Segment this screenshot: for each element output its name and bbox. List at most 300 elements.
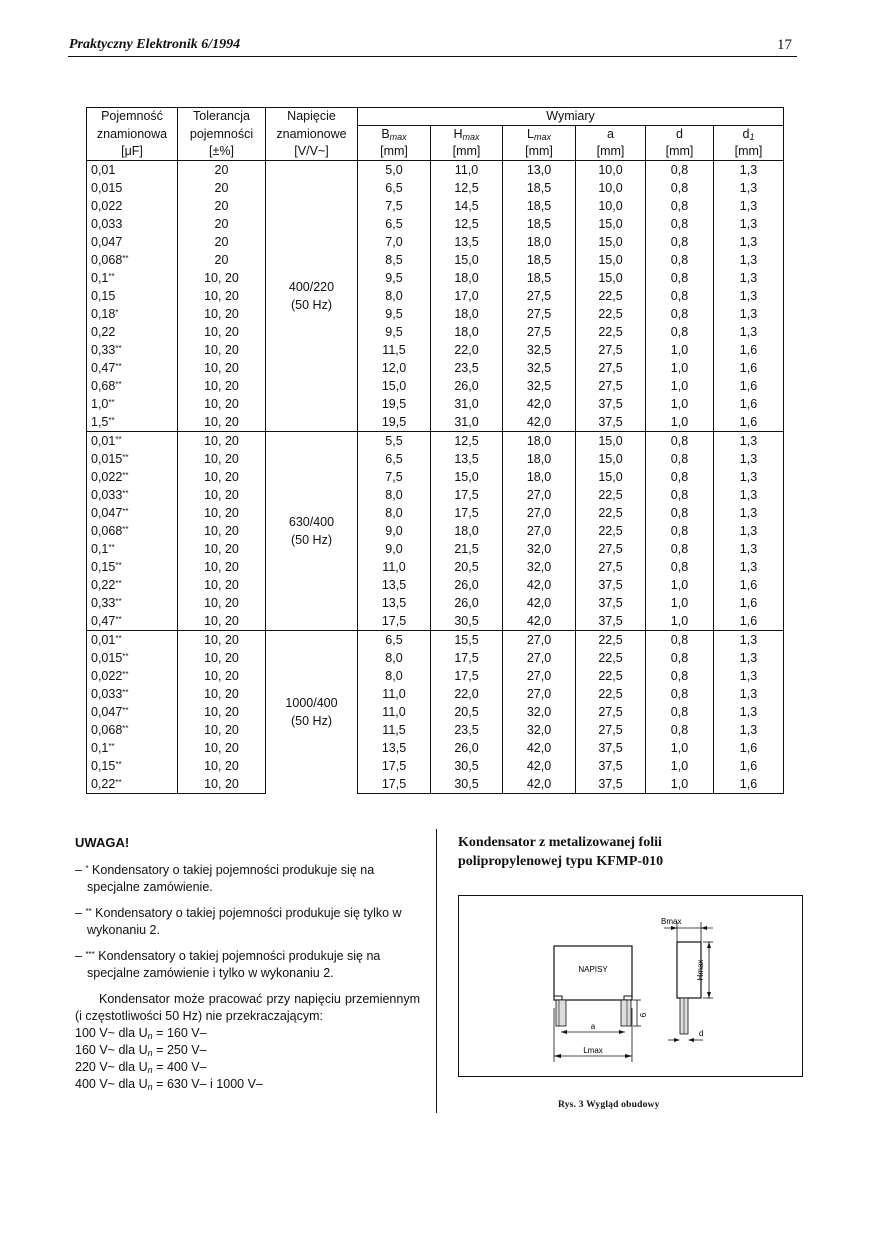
header-lmax-unit: [mm] bbox=[503, 143, 576, 161]
cell-a: 27,5 bbox=[576, 721, 646, 739]
cell-tolerance: 10, 20 bbox=[178, 703, 266, 721]
header-tolerance-2: pojemności bbox=[178, 126, 266, 144]
cell-lmax: 18,5 bbox=[503, 251, 576, 269]
cell-bmax: 15,0 bbox=[358, 377, 431, 395]
table-row bbox=[87, 631, 784, 650]
cell-capacity: 0,47** bbox=[87, 612, 178, 631]
cell-capacity: 1,5** bbox=[87, 413, 178, 432]
header-a-unit: [mm] bbox=[576, 143, 646, 161]
product-title bbox=[458, 833, 778, 871]
cell-tolerance: 10, 20 bbox=[178, 739, 266, 757]
label-lmax: Lmax bbox=[583, 1046, 603, 1055]
cell-hmax: 20,5 bbox=[431, 703, 503, 721]
cell-tolerance: 10, 20 bbox=[178, 649, 266, 667]
cell-lmax: 42,0 bbox=[503, 612, 576, 631]
cell-d1: 1,3 bbox=[714, 540, 784, 558]
cell-tolerance: 10, 20 bbox=[178, 757, 266, 775]
cell-hmax: 26,0 bbox=[431, 576, 503, 594]
header-voltage-unit: [V/V~] bbox=[266, 143, 358, 161]
cell-bmax: 19,5 bbox=[358, 413, 431, 432]
column-divider bbox=[436, 829, 437, 1113]
notes-section bbox=[75, 834, 420, 1093]
cell-tolerance: 10, 20 bbox=[178, 558, 266, 576]
header-a: a bbox=[576, 126, 646, 144]
cell-lmax: 32,5 bbox=[503, 359, 576, 377]
header-rule bbox=[68, 56, 797, 57]
cell-capacity: 0,22** bbox=[87, 775, 178, 794]
cell-hmax: 12,5 bbox=[431, 432, 503, 451]
cell-bmax: 8,0 bbox=[358, 287, 431, 305]
header-lmax: $L_{max}$ bbox=[503, 126, 576, 144]
voltage-lines bbox=[75, 1025, 420, 1093]
cell-hmax: 30,5 bbox=[431, 612, 503, 631]
cell-hmax: 11,0 bbox=[431, 161, 503, 180]
note-item: – * Kondensatory o takiej pojemności produkuje się na specjalne zamówienie. bbox=[75, 863, 375, 894]
cell-d1: 1,3 bbox=[714, 251, 784, 269]
header-d-unit: [mm] bbox=[646, 143, 714, 161]
cell-bmax: 9,5 bbox=[358, 269, 431, 287]
cell-bmax: 11,5 bbox=[358, 721, 431, 739]
cell-bmax: 8,0 bbox=[358, 486, 431, 504]
cell-hmax: 31,0 bbox=[431, 395, 503, 413]
cell-d: 0,8 bbox=[646, 179, 714, 197]
header-hmax: $H_{max}$ bbox=[431, 126, 503, 144]
cell-d: 0,8 bbox=[646, 305, 714, 323]
cell-a: 10,0 bbox=[576, 161, 646, 180]
label-a: a bbox=[590, 1022, 596, 1031]
cell-d1: 1,6 bbox=[714, 757, 784, 775]
cell-d1: 1,3 bbox=[714, 558, 784, 576]
cell-capacity: 0,033 bbox=[87, 215, 178, 233]
cell-hmax: 26,0 bbox=[431, 594, 503, 612]
cell-hmax: 12,5 bbox=[431, 215, 503, 233]
cell-lmax: 42,0 bbox=[503, 395, 576, 413]
cell-bmax: 11,0 bbox=[358, 685, 431, 703]
cell-d1: 1,3 bbox=[714, 323, 784, 341]
cell-tolerance: 10, 20 bbox=[178, 522, 266, 540]
cell-capacity: 0,015** bbox=[87, 450, 178, 468]
cell-bmax: 8,0 bbox=[358, 504, 431, 522]
cell-tolerance: 10, 20 bbox=[178, 486, 266, 504]
cell-a: 37,5 bbox=[576, 395, 646, 413]
cell-capacity: 0,15 bbox=[87, 287, 178, 305]
cell-tolerance: 10, 20 bbox=[178, 395, 266, 413]
cell-lmax: 27,0 bbox=[503, 486, 576, 504]
cell-d: 0,8 bbox=[646, 233, 714, 251]
cell-bmax: 11,5 bbox=[358, 341, 431, 359]
table-row bbox=[87, 775, 784, 794]
cell-bmax: 6,5 bbox=[358, 215, 431, 233]
cell-d1: 1,3 bbox=[714, 667, 784, 685]
table-row bbox=[87, 504, 784, 522]
cell-d1: 1,3 bbox=[714, 631, 784, 650]
header-capacity-2: znamionowa bbox=[87, 126, 178, 144]
table-row bbox=[87, 649, 784, 667]
cell-d1: 1,6 bbox=[714, 594, 784, 612]
table-row bbox=[87, 251, 784, 269]
header-capacity-unit: [μF] bbox=[87, 143, 178, 161]
cell-bmax: 9,5 bbox=[358, 323, 431, 341]
cell-d1: 1,3 bbox=[714, 305, 784, 323]
cell-hmax: 17,5 bbox=[431, 667, 503, 685]
cell-a: 22,5 bbox=[576, 287, 646, 305]
cell-bmax: 13,5 bbox=[358, 576, 431, 594]
cell-a: 37,5 bbox=[576, 757, 646, 775]
cell-d1: 1,6 bbox=[714, 359, 784, 377]
cell-bmax: 7,5 bbox=[358, 468, 431, 486]
cell-d: 0,8 bbox=[646, 432, 714, 451]
cell-voltage: 630/400 (50 Hz) bbox=[266, 432, 358, 631]
lead-left bbox=[556, 1000, 566, 1026]
cell-d: 0,8 bbox=[646, 703, 714, 721]
cell-d: 1,0 bbox=[646, 612, 714, 631]
cell-hmax: 18,0 bbox=[431, 323, 503, 341]
cell-lmax: 42,0 bbox=[503, 775, 576, 794]
cell-tolerance: 10, 20 bbox=[178, 721, 266, 739]
table-row bbox=[87, 685, 784, 703]
cell-d: 1,0 bbox=[646, 594, 714, 612]
cell-a: 22,5 bbox=[576, 305, 646, 323]
cell-d: 0,8 bbox=[646, 667, 714, 685]
table-row bbox=[87, 522, 784, 540]
cell-a: 22,5 bbox=[576, 667, 646, 685]
table-row bbox=[87, 377, 784, 395]
table-row bbox=[87, 413, 784, 432]
cell-capacity: 0,033** bbox=[87, 685, 178, 703]
cell-d: 1,0 bbox=[646, 395, 714, 413]
label-hmax: Hmax bbox=[696, 959, 705, 981]
table-row bbox=[87, 468, 784, 486]
cell-d: 0,8 bbox=[646, 450, 714, 468]
cell-capacity: 0,18* bbox=[87, 305, 178, 323]
cell-lmax: 27,0 bbox=[503, 685, 576, 703]
cell-a: 15,0 bbox=[576, 468, 646, 486]
cell-bmax: 8,0 bbox=[358, 649, 431, 667]
cell-d: 0,8 bbox=[646, 685, 714, 703]
cell-d: 1,0 bbox=[646, 775, 714, 794]
cell-d: 1,0 bbox=[646, 377, 714, 395]
cell-bmax: 7,5 bbox=[358, 197, 431, 215]
cell-d1: 1,3 bbox=[714, 432, 784, 451]
cell-tolerance: 10, 20 bbox=[178, 450, 266, 468]
cell-tolerance: 10, 20 bbox=[178, 540, 266, 558]
figure-caption: Rys. 3 Wygląd obudowy bbox=[558, 1100, 660, 1110]
cell-d: 0,8 bbox=[646, 269, 714, 287]
cell-d: 0,8 bbox=[646, 287, 714, 305]
cell-hmax: 15,0 bbox=[431, 468, 503, 486]
table-row bbox=[87, 215, 784, 233]
cell-capacity: 1,0** bbox=[87, 395, 178, 413]
cell-d: 0,8 bbox=[646, 540, 714, 558]
cell-d: 0,8 bbox=[646, 504, 714, 522]
header-voltage: Napięcie bbox=[266, 108, 358, 126]
cell-capacity: 0,15** bbox=[87, 558, 178, 576]
cell-a: 22,5 bbox=[576, 631, 646, 650]
cell-d: 0,8 bbox=[646, 323, 714, 341]
table-row bbox=[87, 359, 784, 377]
table-row bbox=[87, 576, 784, 594]
cell-a: 22,5 bbox=[576, 504, 646, 522]
cell-tolerance: 10, 20 bbox=[178, 468, 266, 486]
cell-d: 0,8 bbox=[646, 468, 714, 486]
table-row bbox=[87, 450, 784, 468]
cell-tolerance: 20 bbox=[178, 197, 266, 215]
cell-capacity: 0,022** bbox=[87, 667, 178, 685]
cell-d: 0,8 bbox=[646, 631, 714, 650]
header-d: d bbox=[646, 126, 714, 144]
cell-tolerance: 10, 20 bbox=[178, 504, 266, 522]
cell-a: 15,0 bbox=[576, 450, 646, 468]
cell-a: 37,5 bbox=[576, 413, 646, 432]
cell-d1: 1,6 bbox=[714, 377, 784, 395]
cell-hmax: 21,5 bbox=[431, 540, 503, 558]
cell-hmax: 20,5 bbox=[431, 558, 503, 576]
cell-hmax: 26,0 bbox=[431, 377, 503, 395]
cell-bmax: 5,5 bbox=[358, 432, 431, 451]
cell-capacity: 0,15** bbox=[87, 757, 178, 775]
cell-hmax: 23,5 bbox=[431, 721, 503, 739]
cell-d1: 1,3 bbox=[714, 197, 784, 215]
cell-capacity: 0,047** bbox=[87, 504, 178, 522]
cell-hmax: 17,5 bbox=[431, 504, 503, 522]
table-row bbox=[87, 432, 784, 451]
cell-hmax: 17,0 bbox=[431, 287, 503, 305]
cell-d1: 1,6 bbox=[714, 576, 784, 594]
enclosure-figure bbox=[458, 895, 803, 1077]
header-d1-unit: [mm] bbox=[714, 143, 784, 161]
cell-capacity: 0,015** bbox=[87, 649, 178, 667]
cell-bmax: 19,5 bbox=[358, 395, 431, 413]
cell-d1: 1,6 bbox=[714, 775, 784, 794]
cell-capacity: 0,33** bbox=[87, 594, 178, 612]
header-bmax-unit: [mm] bbox=[358, 143, 431, 161]
cell-tolerance: 10, 20 bbox=[178, 323, 266, 341]
cell-lmax: 18,0 bbox=[503, 468, 576, 486]
cell-a: 37,5 bbox=[576, 739, 646, 757]
cell-a: 37,5 bbox=[576, 612, 646, 631]
cell-bmax: 9,0 bbox=[358, 540, 431, 558]
table-row bbox=[87, 486, 784, 504]
cell-d: 1,0 bbox=[646, 757, 714, 775]
cell-lmax: 18,5 bbox=[503, 197, 576, 215]
cell-a: 27,5 bbox=[576, 341, 646, 359]
cell-lmax: 18,5 bbox=[503, 269, 576, 287]
cell-capacity: 0,047 bbox=[87, 233, 178, 251]
cell-tolerance: 20 bbox=[178, 161, 266, 180]
cell-d: 0,8 bbox=[646, 215, 714, 233]
cell-lmax: 27,5 bbox=[503, 323, 576, 341]
table-row bbox=[87, 558, 784, 576]
cell-capacity: 0,1** bbox=[87, 269, 178, 287]
cell-bmax: 8,5 bbox=[358, 251, 431, 269]
cell-lmax: 27,5 bbox=[503, 287, 576, 305]
cell-tolerance: 10, 20 bbox=[178, 432, 266, 451]
notes-heading: UWAGA! bbox=[75, 835, 130, 850]
cell-bmax: 11,0 bbox=[358, 703, 431, 721]
cell-d: 1,0 bbox=[646, 359, 714, 377]
cell-capacity: 0,22 bbox=[87, 323, 178, 341]
cell-a: 27,5 bbox=[576, 703, 646, 721]
voltage-line: 160 V~ dla $U_n = 250$ V– bbox=[75, 1043, 207, 1058]
cell-hmax: 12,5 bbox=[431, 179, 503, 197]
cell-a: 15,0 bbox=[576, 432, 646, 451]
cell-capacity: 0,015 bbox=[87, 179, 178, 197]
cell-hmax: 18,0 bbox=[431, 305, 503, 323]
cell-tolerance: 20 bbox=[178, 251, 266, 269]
cell-lmax: 32,0 bbox=[503, 721, 576, 739]
cell-lmax: 18,0 bbox=[503, 432, 576, 451]
cell-tolerance: 20 bbox=[178, 179, 266, 197]
table-row bbox=[87, 667, 784, 685]
voltage-paragraph: Kondensator może pracować przy napięciu przemiennym (i częstotliwości 50 Hz) nie przekraczającym: bbox=[75, 992, 420, 1023]
product-title-line-2: polipropylenowej typu KFMP-010 bbox=[458, 854, 664, 869]
cell-bmax: 8,0 bbox=[358, 667, 431, 685]
cell-a: 15,0 bbox=[576, 215, 646, 233]
cell-a: 27,5 bbox=[576, 377, 646, 395]
cell-bmax: 11,0 bbox=[358, 558, 431, 576]
table-row bbox=[87, 305, 784, 323]
cell-lmax: 13,0 bbox=[503, 161, 576, 180]
cell-tolerance: 10, 20 bbox=[178, 685, 266, 703]
cell-tolerance: 10, 20 bbox=[178, 359, 266, 377]
cell-bmax: 5,0 bbox=[358, 161, 431, 180]
cell-d: 1,0 bbox=[646, 576, 714, 594]
table-row bbox=[87, 269, 784, 287]
cell-tolerance: 20 bbox=[178, 215, 266, 233]
cell-capacity: 0,33** bbox=[87, 341, 178, 359]
cell-capacity: 0,01** bbox=[87, 432, 178, 451]
page-number: 17 bbox=[777, 37, 792, 53]
voltage-line: 220 V~ dla $U_n = 400$ V– bbox=[75, 1060, 207, 1075]
cell-lmax: 27,0 bbox=[503, 667, 576, 685]
cell-hmax: 30,5 bbox=[431, 757, 503, 775]
header-capacity: Pojemność bbox=[87, 108, 178, 126]
cell-capacity: 0,1** bbox=[87, 540, 178, 558]
cell-a: 37,5 bbox=[576, 775, 646, 794]
voltage-line: 400 V~ dla $U_n = 630$ V– i 1000 V– bbox=[75, 1077, 263, 1092]
cell-tolerance: 20 bbox=[178, 233, 266, 251]
cell-lmax: 18,5 bbox=[503, 179, 576, 197]
cell-d: 0,8 bbox=[646, 721, 714, 739]
cell-d1: 1,3 bbox=[714, 233, 784, 251]
table-row bbox=[87, 540, 784, 558]
spec-table-body bbox=[87, 161, 784, 794]
lead-right bbox=[621, 1000, 631, 1026]
cell-d1: 1,6 bbox=[714, 395, 784, 413]
header-tolerance: Tolerancja bbox=[178, 108, 266, 126]
cell-d: 0,8 bbox=[646, 197, 714, 215]
cell-a: 27,5 bbox=[576, 540, 646, 558]
cell-d: 0,8 bbox=[646, 522, 714, 540]
table-row bbox=[87, 323, 784, 341]
cell-tolerance: 10, 20 bbox=[178, 341, 266, 359]
cell-hmax: 15,5 bbox=[431, 631, 503, 650]
table-row bbox=[87, 612, 784, 631]
label-6: 6 bbox=[639, 1012, 648, 1018]
cell-bmax: 6,5 bbox=[358, 179, 431, 197]
table-row bbox=[87, 757, 784, 775]
cell-a: 22,5 bbox=[576, 522, 646, 540]
table-row bbox=[87, 395, 784, 413]
cell-capacity: 0,047** bbox=[87, 703, 178, 721]
cell-lmax: 18,0 bbox=[503, 233, 576, 251]
table-row bbox=[87, 721, 784, 739]
cell-hmax: 13,5 bbox=[431, 450, 503, 468]
table-row bbox=[87, 179, 784, 197]
cell-a: 27,5 bbox=[576, 359, 646, 377]
header-tolerance-unit: [±%] bbox=[178, 143, 266, 161]
capacitor-spec-table bbox=[86, 107, 784, 794]
cell-d1: 1,3 bbox=[714, 649, 784, 667]
cell-a: 15,0 bbox=[576, 251, 646, 269]
product-title-line-1: Kondensator z metalizowanej folii bbox=[458, 835, 662, 850]
cell-lmax: 42,0 bbox=[503, 576, 576, 594]
cell-bmax: 13,5 bbox=[358, 739, 431, 757]
cell-hmax: 17,5 bbox=[431, 486, 503, 504]
cell-d1: 1,3 bbox=[714, 287, 784, 305]
cell-d: 1,0 bbox=[646, 739, 714, 757]
cell-capacity: 0,1** bbox=[87, 739, 178, 757]
cell-capacity: 0,22** bbox=[87, 576, 178, 594]
header-dimensions: Wymiary bbox=[358, 108, 784, 126]
cell-hmax: 18,0 bbox=[431, 522, 503, 540]
cell-hmax: 15,0 bbox=[431, 251, 503, 269]
table-row bbox=[87, 739, 784, 757]
cell-lmax: 32,0 bbox=[503, 703, 576, 721]
cell-hmax: 31,0 bbox=[431, 413, 503, 432]
cell-lmax: 27,0 bbox=[503, 649, 576, 667]
cell-bmax: 17,5 bbox=[358, 757, 431, 775]
cell-capacity: 0,068** bbox=[87, 522, 178, 540]
cell-d1: 1,6 bbox=[714, 413, 784, 432]
cell-d1: 1,3 bbox=[714, 215, 784, 233]
note-item: – *** Kondensatory o takiej pojemności produkuje się na specjalne zamówienie i tylko w wykonaniu 2. bbox=[75, 949, 381, 980]
cell-hmax: 23,5 bbox=[431, 359, 503, 377]
cell-bmax: 9,5 bbox=[358, 305, 431, 323]
cell-capacity: 0,022 bbox=[87, 197, 178, 215]
cell-capacity: 0,068** bbox=[87, 251, 178, 269]
cell-tolerance: 10, 20 bbox=[178, 269, 266, 287]
header-bmax: $B_{max}$ bbox=[358, 126, 431, 144]
cell-d1: 1,3 bbox=[714, 504, 784, 522]
cell-lmax: 32,0 bbox=[503, 558, 576, 576]
cell-voltage: 1000/400 (50 Hz) bbox=[266, 631, 358, 794]
cell-d1: 1,3 bbox=[714, 269, 784, 287]
cell-bmax: 12,0 bbox=[358, 359, 431, 377]
enclosure-drawing bbox=[459, 896, 802, 1076]
cell-d1: 1,3 bbox=[714, 161, 784, 180]
cell-lmax: 27,0 bbox=[503, 631, 576, 650]
cell-d1: 1,3 bbox=[714, 468, 784, 486]
cell-d: 0,8 bbox=[646, 558, 714, 576]
cell-d: 1,0 bbox=[646, 341, 714, 359]
cell-lmax: 27,0 bbox=[503, 504, 576, 522]
cell-bmax: 6,5 bbox=[358, 450, 431, 468]
cell-bmax: 9,0 bbox=[358, 522, 431, 540]
cell-a: 22,5 bbox=[576, 486, 646, 504]
label-bmax: Bmax bbox=[661, 917, 682, 926]
cell-d1: 1,3 bbox=[714, 179, 784, 197]
label-d: d bbox=[699, 1029, 704, 1038]
cell-tolerance: 10, 20 bbox=[178, 413, 266, 432]
cell-bmax: 7,0 bbox=[358, 233, 431, 251]
cell-d1: 1,3 bbox=[714, 703, 784, 721]
cell-hmax: 22,0 bbox=[431, 341, 503, 359]
cell-lmax: 42,0 bbox=[503, 594, 576, 612]
cell-d1: 1,6 bbox=[714, 739, 784, 757]
cell-voltage: 400/220 (50 Hz) bbox=[266, 161, 358, 432]
cell-lmax: 18,0 bbox=[503, 450, 576, 468]
